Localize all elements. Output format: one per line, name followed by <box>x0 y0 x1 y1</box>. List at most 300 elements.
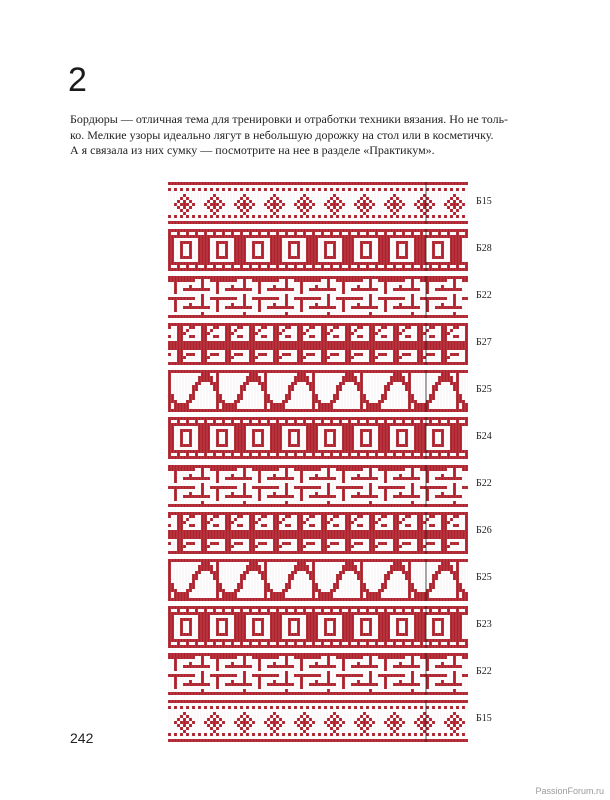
pattern-cell <box>366 429 369 432</box>
pattern-cell <box>291 315 294 318</box>
pattern-cell <box>402 370 405 373</box>
pattern-cell <box>285 394 288 397</box>
pattern-cell <box>279 370 282 373</box>
pattern-cell <box>282 400 285 403</box>
pattern-cell <box>435 465 438 468</box>
pattern-cell <box>420 447 423 450</box>
pattern-cell <box>339 182 342 185</box>
pattern-cell <box>447 200 450 203</box>
pattern-cell <box>444 350 447 353</box>
pattern-cell <box>240 323 243 326</box>
pattern-cell <box>198 435 201 438</box>
pattern-cell <box>252 359 255 362</box>
pattern-cell <box>330 265 333 268</box>
pattern-cell <box>300 347 303 350</box>
pattern-cell <box>201 294 204 297</box>
pattern-cell <box>399 306 402 309</box>
pattern-cell <box>453 300 456 303</box>
pattern-cell <box>357 456 360 459</box>
pattern-cell <box>195 465 198 468</box>
pattern-cell <box>210 209 213 212</box>
pattern-cell <box>309 279 312 282</box>
pattern-cell <box>429 370 432 373</box>
pattern-cell <box>255 465 258 468</box>
pattern-cell <box>279 235 282 238</box>
pattern-cell <box>384 238 387 241</box>
pattern-cell <box>453 303 456 306</box>
pattern-cell <box>243 303 246 306</box>
pattern-cell <box>204 188 207 191</box>
pattern-cell <box>168 370 171 373</box>
pattern-cell <box>180 315 183 318</box>
pattern-cell <box>333 268 336 271</box>
pattern-cell <box>240 441 243 444</box>
pattern-cell <box>189 409 192 412</box>
pattern-cell <box>273 259 276 262</box>
pattern-cell <box>273 406 276 409</box>
pattern-cell <box>249 362 252 365</box>
pattern-cell <box>333 362 336 365</box>
pattern-cell <box>423 417 426 420</box>
pattern-cell <box>183 279 186 282</box>
pattern-cell <box>228 465 231 468</box>
pattern-cell <box>381 235 384 238</box>
pattern-cell <box>180 250 183 253</box>
pattern-cell <box>420 221 423 224</box>
pattern-cell <box>267 235 270 238</box>
pattern-cell <box>270 370 273 373</box>
pattern-cell <box>273 326 276 329</box>
pattern-cell <box>348 373 351 376</box>
pattern-cell <box>168 347 171 350</box>
pattern-cell <box>438 229 441 232</box>
pattern-cell <box>192 385 195 388</box>
pattern-cell <box>447 265 450 268</box>
pattern-cell <box>387 417 390 420</box>
pattern-cell <box>456 373 459 376</box>
pattern-cell <box>255 315 258 318</box>
pattern-cell <box>258 362 261 365</box>
pattern-cell <box>402 409 405 412</box>
pattern-cell <box>282 450 285 453</box>
pattern-cell <box>207 417 210 420</box>
pattern-cell <box>348 423 351 426</box>
pattern-cell <box>273 341 276 344</box>
pattern-cell <box>213 382 216 385</box>
pattern-cell <box>363 347 366 350</box>
pattern-cell <box>261 323 264 326</box>
pattern-cell <box>441 373 444 376</box>
pattern-cell <box>168 247 171 250</box>
pattern-cell <box>330 341 333 344</box>
pattern-cell <box>261 432 264 435</box>
pattern-cell <box>444 315 447 318</box>
pattern-cell <box>177 206 180 209</box>
pattern-cell <box>291 235 294 238</box>
pattern-cell <box>444 341 447 344</box>
pattern-cell <box>309 326 312 329</box>
pattern-cell <box>225 235 228 238</box>
pattern-cell <box>342 259 345 262</box>
pattern-cell <box>378 315 381 318</box>
pattern-cell <box>183 315 186 318</box>
pattern-cell <box>405 288 408 291</box>
pattern-cell <box>192 409 195 412</box>
pattern-cell <box>417 347 420 350</box>
pattern-cell <box>243 344 246 347</box>
pattern-cell <box>171 229 174 232</box>
pattern-cell <box>252 315 255 318</box>
pattern-cell <box>342 300 345 303</box>
pattern-cell <box>312 373 315 376</box>
pattern-cell <box>228 229 231 232</box>
pattern-cell <box>213 344 216 347</box>
pattern-cell <box>186 209 189 212</box>
pattern-cell <box>405 247 408 250</box>
pattern-cell <box>237 288 240 291</box>
pattern-cell <box>333 200 336 203</box>
pattern-cell <box>273 370 276 373</box>
pattern-cell <box>231 344 234 347</box>
pattern-cell <box>339 465 342 468</box>
pattern-cell <box>261 441 264 444</box>
pattern-cell <box>417 435 420 438</box>
pattern-cell <box>276 341 279 344</box>
pattern-cell <box>363 397 366 400</box>
pattern-cell <box>327 406 330 409</box>
pattern-cell <box>258 309 261 312</box>
pattern-cell <box>252 450 255 453</box>
pattern-cell <box>171 297 174 300</box>
pattern-cell <box>405 341 408 344</box>
pattern-cell <box>261 279 264 282</box>
pattern-cell <box>465 347 468 350</box>
pattern-cell <box>459 262 462 265</box>
pattern-cell <box>198 188 201 191</box>
pattern-cell <box>420 188 423 191</box>
pattern-cell <box>249 329 252 332</box>
pattern-cell <box>171 409 174 412</box>
pattern-cell <box>300 197 303 200</box>
pattern-cell <box>204 247 207 250</box>
pattern-cell <box>465 344 468 347</box>
pattern-cell <box>417 450 420 453</box>
pattern-cell <box>390 465 393 468</box>
pattern-cell <box>237 400 240 403</box>
pattern-cell <box>279 426 282 429</box>
pattern-cell <box>417 335 420 338</box>
pattern-cell <box>315 256 318 259</box>
pattern-cell <box>294 417 297 420</box>
pattern-cell <box>171 268 174 271</box>
pattern-cell <box>183 221 186 224</box>
pattern-cell <box>318 288 321 291</box>
pattern-cell <box>333 397 336 400</box>
pattern-cell <box>303 262 306 265</box>
pattern-cell <box>201 465 204 468</box>
pattern-cell <box>288 256 291 259</box>
pattern-cell <box>345 417 348 420</box>
pattern-cell <box>348 323 351 326</box>
pattern-cell <box>330 329 333 332</box>
pattern-cell <box>183 406 186 409</box>
pattern-cell <box>216 282 219 285</box>
pattern-cell <box>168 344 171 347</box>
pattern-cell <box>234 400 237 403</box>
pattern-cell <box>237 238 240 241</box>
pattern-cell <box>177 182 180 185</box>
pattern-cell <box>186 423 189 426</box>
pattern-cell <box>330 423 333 426</box>
pattern-cell <box>267 347 270 350</box>
pattern-cell <box>315 279 318 282</box>
pattern-cell <box>336 326 339 329</box>
pattern-cell <box>195 268 198 271</box>
pattern-cell <box>222 420 225 423</box>
pattern-cell <box>252 468 255 471</box>
pattern-cell <box>243 432 246 435</box>
pattern-cell <box>447 262 450 265</box>
pattern-cell <box>375 420 378 423</box>
pattern-cell <box>372 182 375 185</box>
pattern-cell <box>183 362 186 365</box>
pattern-cell <box>333 347 336 350</box>
pattern-cell <box>297 441 300 444</box>
pattern-cell <box>270 468 273 471</box>
pattern-cell <box>345 444 348 447</box>
pattern-cell <box>282 347 285 350</box>
pattern-cell <box>312 182 315 185</box>
pattern-cell <box>306 209 309 212</box>
pattern-cell <box>189 444 192 447</box>
pattern-cell <box>216 188 219 191</box>
pattern-cell <box>399 332 402 335</box>
pattern-cell <box>297 465 300 468</box>
pattern-cell <box>258 241 261 244</box>
pattern-cell <box>399 373 402 376</box>
pattern-cell <box>297 244 300 247</box>
pattern-cell <box>324 188 327 191</box>
pattern-cell <box>444 268 447 271</box>
pattern-cell <box>207 268 210 271</box>
pattern-cell <box>429 400 432 403</box>
pattern-cell <box>201 247 204 250</box>
pattern-cell <box>306 426 309 429</box>
pattern-cell <box>330 209 333 212</box>
pattern-cell <box>312 262 315 265</box>
pattern-cell <box>285 362 288 365</box>
pattern-cell <box>465 326 468 329</box>
pattern-cell <box>288 444 291 447</box>
pattern-cell <box>447 370 450 373</box>
pattern-cell <box>450 276 453 279</box>
pattern-cell <box>198 323 201 326</box>
pattern-cell <box>288 244 291 247</box>
pattern-cell <box>246 221 249 224</box>
pattern-cell <box>375 409 378 412</box>
pattern-cell <box>267 232 270 235</box>
pattern-cell <box>177 323 180 326</box>
pattern-cell <box>405 221 408 224</box>
pattern-cell <box>312 341 315 344</box>
pattern-cell <box>204 335 207 338</box>
pattern-cell <box>306 438 309 441</box>
pattern-cell <box>303 344 306 347</box>
pattern-cell <box>438 265 441 268</box>
pattern-cell <box>297 268 300 271</box>
pattern-cell <box>264 423 267 426</box>
pattern-cell <box>279 244 282 247</box>
pattern-cell <box>306 435 309 438</box>
pattern-cell <box>249 315 252 318</box>
pattern-cell <box>288 276 291 279</box>
pattern-cell <box>459 247 462 250</box>
pattern-cell <box>465 362 468 365</box>
pattern-cell <box>306 382 309 385</box>
pattern-cell <box>369 435 372 438</box>
pattern-cell <box>456 379 459 382</box>
pattern-cell <box>360 315 363 318</box>
pattern-cell <box>462 182 465 185</box>
pattern-cell <box>393 373 396 376</box>
pattern-cell <box>414 323 417 326</box>
pattern-cell <box>261 429 264 432</box>
pattern-cell <box>231 406 234 409</box>
pattern-cell <box>213 206 216 209</box>
pattern-cell <box>414 406 417 409</box>
pattern-cell <box>369 403 372 406</box>
pattern-cell <box>354 262 357 265</box>
pattern-cell <box>195 221 198 224</box>
pattern-cell <box>219 394 222 397</box>
pattern-cell <box>306 447 309 450</box>
pattern-cell <box>189 400 192 403</box>
pattern-cell <box>249 379 252 382</box>
pattern-cell <box>291 347 294 350</box>
pattern-cell <box>447 344 450 347</box>
pattern-cell <box>387 426 390 429</box>
pattern-cell <box>285 450 288 453</box>
pattern-cell <box>297 376 300 379</box>
pattern-cell <box>408 456 411 459</box>
pattern-cell <box>192 347 195 350</box>
pattern-cell <box>300 188 303 191</box>
pattern-cell <box>267 288 270 291</box>
pattern-cell <box>444 456 447 459</box>
pattern-cell <box>360 241 363 244</box>
pattern-cell <box>309 468 312 471</box>
pattern-cell <box>303 200 306 203</box>
pattern-cell <box>276 356 279 359</box>
pattern-cell <box>369 329 372 332</box>
pattern-cell <box>459 238 462 241</box>
pattern-cell <box>240 344 243 347</box>
pattern-cell <box>300 276 303 279</box>
pattern-cell <box>444 347 447 350</box>
pattern-cell <box>402 376 405 379</box>
pattern-cell <box>210 379 213 382</box>
pattern-cell <box>237 326 240 329</box>
pattern-cell <box>342 182 345 185</box>
pattern-cell <box>360 297 363 300</box>
pattern-cell <box>444 465 447 468</box>
pattern-cell <box>237 268 240 271</box>
pattern-cell <box>234 450 237 453</box>
pattern-cell <box>186 450 189 453</box>
pattern-cell <box>408 394 411 397</box>
pattern-cell <box>354 341 357 344</box>
pattern-cell <box>180 188 183 191</box>
band-grid <box>168 417 468 459</box>
pattern-cell <box>198 259 201 262</box>
pattern-cell <box>369 200 372 203</box>
pattern-cell <box>312 306 315 309</box>
pattern-cell <box>405 229 408 232</box>
pattern-cell <box>186 403 189 406</box>
pattern-cell <box>453 312 456 315</box>
pattern-cell <box>360 391 363 394</box>
pattern-cell <box>381 397 384 400</box>
pattern-cell <box>417 438 420 441</box>
pattern-cell <box>273 256 276 259</box>
pattern-cell <box>387 435 390 438</box>
pattern-cell <box>387 429 390 432</box>
pattern-cell <box>294 444 297 447</box>
pattern-cell <box>324 450 327 453</box>
pattern-cell <box>213 353 216 356</box>
pattern-cell <box>306 376 309 379</box>
pattern-cell <box>288 429 291 432</box>
pattern-cell <box>198 238 201 241</box>
pattern-cell <box>270 256 273 259</box>
pattern-cell <box>432 268 435 271</box>
pattern-cell <box>210 362 213 365</box>
pattern-cell <box>177 332 180 335</box>
pattern-cell <box>375 347 378 350</box>
pattern-cell <box>225 276 228 279</box>
pattern-cell <box>450 456 453 459</box>
pattern-cell <box>345 362 348 365</box>
pattern-cell <box>237 276 240 279</box>
pattern-cell <box>276 429 279 432</box>
pattern-cell <box>420 350 423 353</box>
pattern-cell <box>405 326 408 329</box>
pattern-cell <box>351 235 354 238</box>
pattern-cell <box>201 341 204 344</box>
pattern-cell <box>309 229 312 232</box>
pattern-cell <box>423 250 426 253</box>
pattern-cell <box>465 468 468 471</box>
pattern-cell <box>426 344 429 347</box>
pattern-cell <box>177 353 180 356</box>
pattern-cell <box>351 447 354 450</box>
pattern-cell <box>192 215 195 218</box>
pattern-cell <box>348 182 351 185</box>
pattern-cell <box>306 468 309 471</box>
pattern-cell <box>423 344 426 347</box>
pattern-cell <box>396 215 399 218</box>
pattern-cell <box>300 423 303 426</box>
pattern-cell <box>222 370 225 373</box>
pattern-cell <box>219 400 222 403</box>
pattern-cell <box>348 265 351 268</box>
pattern-cell <box>291 221 294 224</box>
pattern-cell <box>246 409 249 412</box>
pattern-cell <box>276 359 279 362</box>
pattern-cell <box>402 256 405 259</box>
pattern-cell <box>414 441 417 444</box>
pattern-cell <box>453 362 456 365</box>
